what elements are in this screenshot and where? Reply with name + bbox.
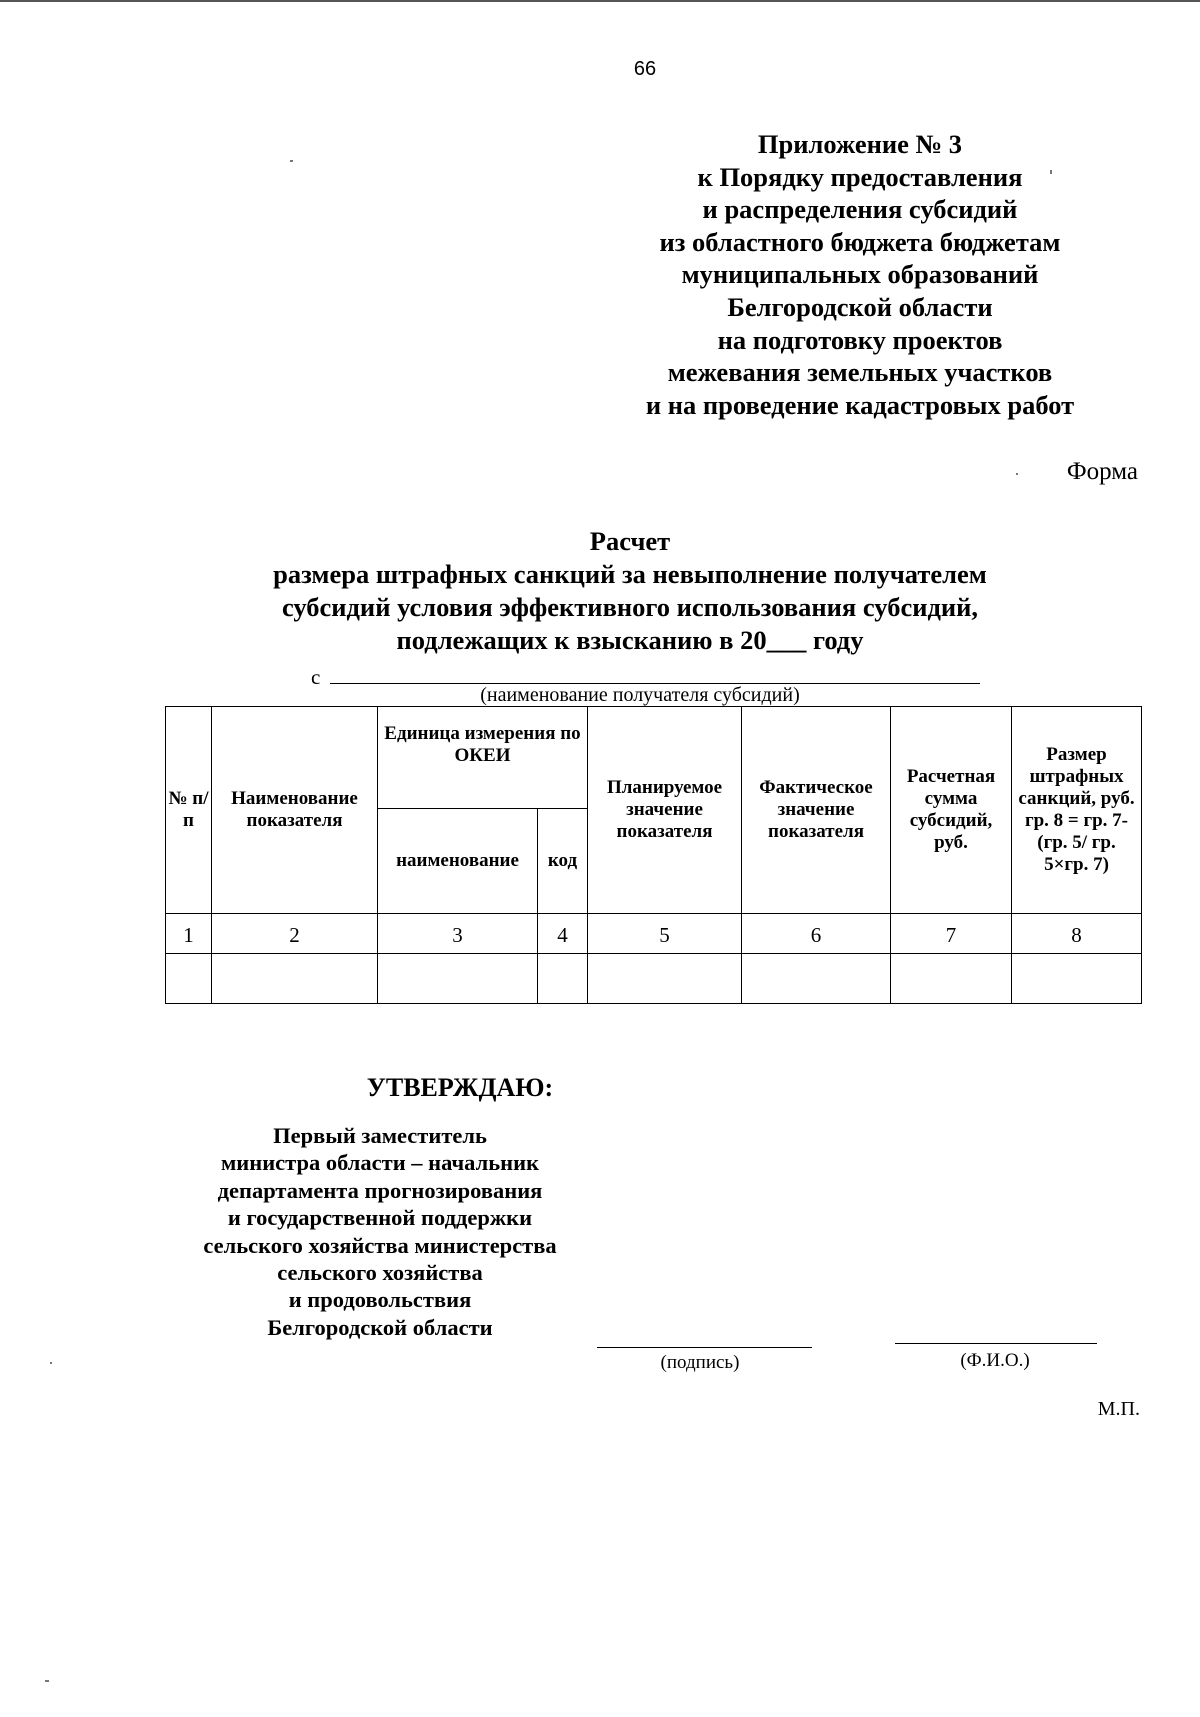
appendix-line: муниципальных образований [681,259,1039,290]
header-penalty-size: Размер штрафных санкций, руб. гр. 8 = гр. 7- (гр. 5/ гр. 5×гр. 7) [1012,707,1142,914]
page-number: 66 [633,58,657,80]
table-cell [166,954,212,1004]
appendix-line: на подготовку проектов [717,324,1003,355]
header-number: № п/п [166,707,212,914]
header-indicator: Наименование показателя [212,707,378,914]
approver-line: и государственной поддержки [227,1205,533,1231]
table-cell [212,954,378,1004]
penalty-table [165,706,1142,1004]
approver-line: Белгородской области [267,1314,493,1340]
title-line: субсидий условия эффективного использования субсидий, [281,592,979,622]
column-number: 6 [742,914,891,954]
approver-line: сельского хозяйства [277,1260,483,1286]
scan-speck [1050,170,1052,174]
appendix-line: Приложение № 3 [757,129,963,159]
scan-speck [50,1362,52,1364]
approver-line: Первый заместитель [273,1123,487,1148]
calculation-title [190,525,1070,657]
approver-title [170,1122,590,1341]
header-subsidy-amount: Расчетная сумма субсидий, руб. [891,707,1012,914]
header-unit-okei: Единица измерения по ОКЕИ [378,707,588,809]
scan-speck [1016,473,1018,475]
table-cell [588,954,742,1004]
column-number: 7 [891,914,1012,954]
appendix-line: к Порядку предоставления [697,161,1023,192]
recipient-prefix: с [311,665,321,689]
approver-line: департамента прогнозирования [217,1177,543,1203]
appendix-line: из областного бюджета бюджетам [659,226,1061,257]
table-cell [742,954,891,1004]
stamp-place: М.П. [1097,1398,1140,1420]
title-line: Расчет [589,526,671,556]
recipient-caption: (наименование получателя субсидий) [480,684,800,706]
approval-heading: УТВЕРЖДАЮ: [366,1073,554,1102]
name-line [895,1343,1097,1344]
column-number: 1 [166,914,212,954]
header-planned-value: Планируемое значение показателя [588,707,742,914]
signature-line [597,1347,812,1348]
column-number: 2 [212,914,378,954]
form-label: Форма [1066,458,1138,485]
name-caption: (Ф.И.О.) [960,1350,1030,1371]
appendix-line: и распределения субсидий [702,194,1018,225]
column-number: 8 [1012,914,1142,954]
table-row [166,954,1142,1004]
approver-line: и продовольствия [288,1287,472,1313]
header-unit-code: код [538,809,588,914]
column-number: 3 [378,914,538,954]
column-number: 5 [588,914,742,954]
scan-speck [290,160,293,162]
scan-edge [0,0,1200,2]
column-number: 4 [538,914,588,954]
appendix-line: межевания земельных участков [667,357,1053,388]
title-line: размера штрафных санкций за невыполнение получателем [273,559,987,589]
appendix-line: Белгородской области [727,291,993,322]
table-cell [538,954,588,1004]
table-cell [378,954,538,1004]
table-cell [1012,954,1142,1004]
approver-line: министра области – начальник [220,1150,540,1176]
header-actual-value: Фактическое значение показателя [742,707,891,914]
appendix-line: и на проведение кадастровых работ [645,389,1075,420]
approver-line: сельского хозяйства министерства [203,1232,557,1258]
appendix-header [560,128,1160,421]
title-line: подлежащих к взысканию в 20___ году [396,625,864,655]
scan-speck [45,1680,49,1682]
signature-caption: (подпись) [660,1352,740,1373]
table-cell [891,954,1012,1004]
header-unit-name: наименование [378,809,538,914]
